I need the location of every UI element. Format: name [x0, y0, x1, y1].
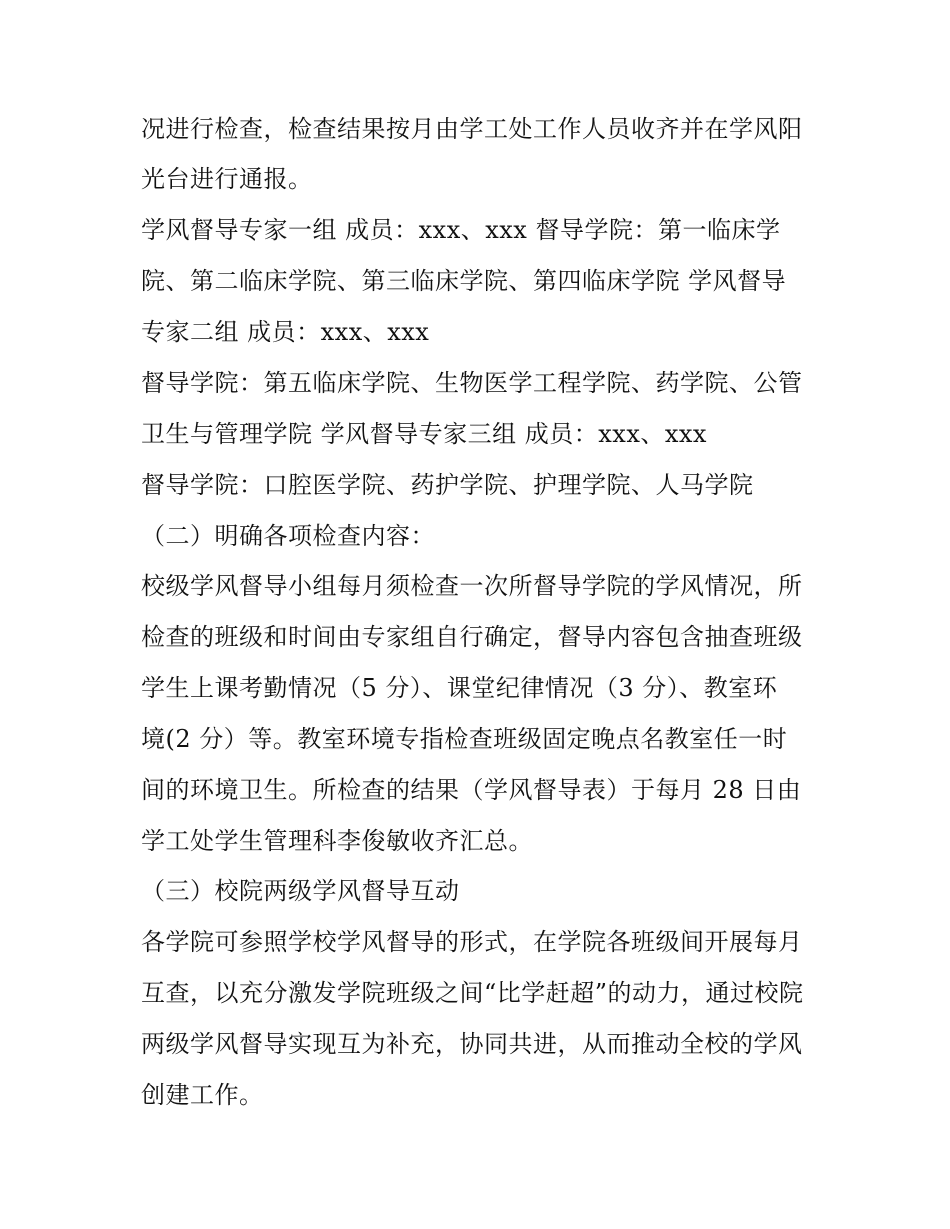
paragraph-line-6: 督导学院：第五临床学院、生物医学工程学院、药学院、公管 — [141, 369, 803, 397]
paragraph-line-13: 境(2 分）等。教室环境专指检查班级固定晚点名教室任一时 — [141, 725, 788, 753]
paragraph-line-1: 况进行检查，检查结果按月由学工处工作人员收齐并在学风阳 — [141, 115, 803, 143]
paragraph-line-15: 学工处学生管理科李俊敏收齐汇总。 — [141, 827, 533, 855]
paragraph-line-12: 学生上课考勤情况（5 分）、课堂纪律情况（3 分）、教室环 — [141, 674, 778, 702]
paragraph-line-8: 督导学院：口腔医学院、药护学院、护理学院、人马学院 — [141, 471, 754, 499]
paragraph-line-18: 互查，以充分激发学院班级之间“比学赶超”的动力，通过校院 — [141, 979, 804, 1007]
paragraph-line-7: 卫生与管理学院 学风督导专家三组 成员：xxx、xxx — [141, 420, 707, 448]
section-heading-3: （三）校院两级学风督导互动 — [141, 877, 460, 905]
paragraph-line-17: 各学院可参照学校学风督导的形式，在学院各班级间开展每月 — [141, 928, 803, 956]
paragraph-line-11: 检查的班级和时间由专家组自行确定，督导内容包含抽查班级 — [141, 623, 803, 651]
paragraph-line-2: 光台进行通报。 — [141, 165, 313, 193]
paragraph-line-3: 学风督导专家一组 成员：xxx、xxx 督导学院：第一临床学 — [141, 216, 781, 244]
paragraph-line-20: 创建工作。 — [141, 1081, 264, 1109]
paragraph-line-14: 间的环境卫生。所检查的结果（学风督导表）于每月 28 日由 — [141, 776, 802, 804]
section-heading-2: （二）明确各项检查内容： — [141, 522, 435, 550]
paragraph-line-4: 院、第二临床学院、第三临床学院、第四临床学院 学风督导 — [141, 267, 787, 295]
paragraph-line-10: 校级学风督导小组每月须检查一次所督导学院的学风情况，所 — [141, 572, 803, 600]
paragraph-line-19: 两级学风督导实现互为补充，协同共进，从而推动全校的学风 — [141, 1030, 803, 1058]
paragraph-line-5: 专家二组 成员：xxx、xxx — [141, 318, 430, 346]
